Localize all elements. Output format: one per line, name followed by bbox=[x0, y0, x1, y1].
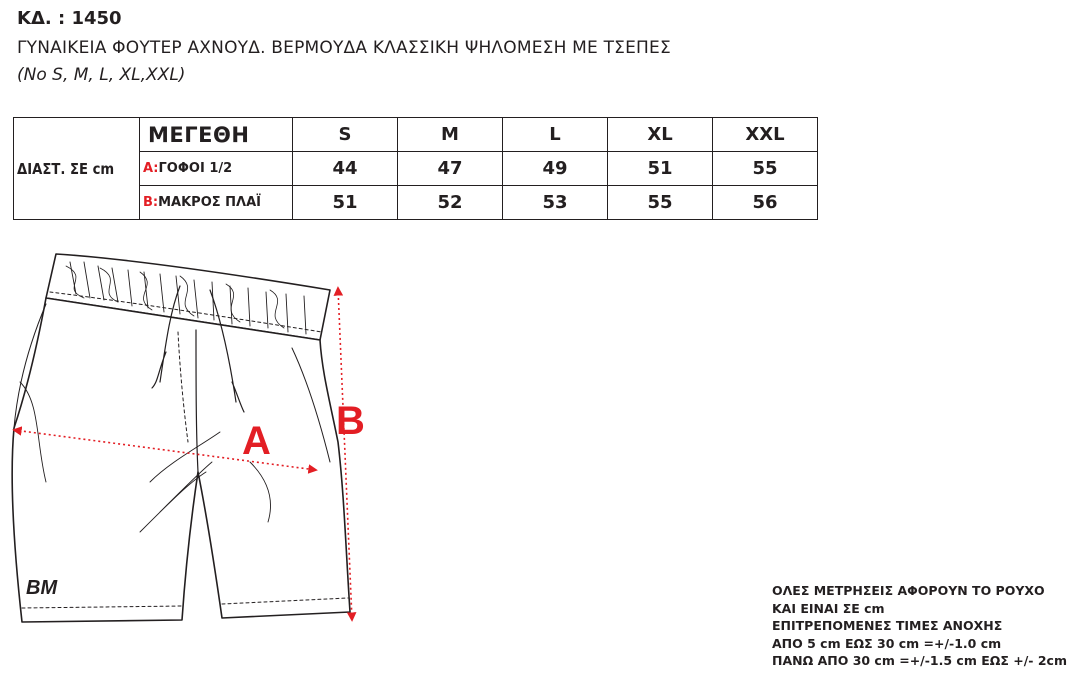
measure-key-b: B: bbox=[143, 195, 159, 210]
table-cell: 47 bbox=[398, 152, 503, 186]
product-code: ΚΔ. : 1450 bbox=[17, 8, 122, 29]
table-cell: 52 bbox=[398, 186, 503, 220]
measure-label-a bbox=[140, 152, 293, 186]
shorts-technical-drawing bbox=[0, 232, 420, 684]
tolerance-notes bbox=[772, 582, 1067, 670]
table-cell: 55 bbox=[608, 186, 713, 220]
measurement-a-label: A bbox=[242, 419, 271, 463]
measure-label-b bbox=[140, 186, 293, 220]
table-cell: 49 bbox=[503, 152, 608, 186]
note-line: ΑΠΟ 5 cm ΕΩΣ 30 cm =+/-1.0 cm bbox=[772, 635, 1002, 651]
note-line: ΠΑΝΩ ΑΠΟ 30 cm =+/-1.5 cm ΕΩΣ +/- 2cm bbox=[772, 653, 1067, 668]
shorts-outline bbox=[12, 254, 350, 622]
size-header: XL bbox=[608, 118, 713, 152]
table-cell: 51 bbox=[293, 186, 398, 220]
table-cell: 53 bbox=[503, 186, 608, 220]
table-cell: 56 bbox=[713, 186, 818, 220]
row-header-cell bbox=[14, 118, 140, 220]
measurement-b-label: B bbox=[336, 399, 365, 443]
sizes-note: (No S, M, L, XL,XXL) bbox=[17, 65, 186, 85]
size-chart-table bbox=[13, 117, 818, 220]
size-header: L bbox=[503, 118, 608, 152]
size-header: M bbox=[398, 118, 503, 152]
size-header: S bbox=[293, 118, 398, 152]
table-cell: 55 bbox=[713, 152, 818, 186]
table-header-row bbox=[14, 118, 818, 152]
table-title: ΜΕΓΕΘΗ bbox=[140, 118, 293, 152]
note-line: ΚΑΙ ΕΙΝΑΙ ΣΕ cm bbox=[772, 600, 885, 616]
note-line: ΟΛΕΣ ΜΕΤΡΗΣΕΙΣ ΑΦΟΡΟΥΝ ΤΟ ΡΟΥΧΟ bbox=[772, 583, 1045, 598]
table-cell: 44 bbox=[293, 152, 398, 186]
measure-key-a: A: bbox=[143, 161, 159, 176]
table-cell: 51 bbox=[608, 152, 713, 186]
measure-name-a: ΓΟΦΟΙ 1/2 bbox=[158, 161, 233, 176]
brand-mark: BM bbox=[26, 577, 58, 599]
size-header: XXL bbox=[713, 118, 818, 152]
product-description: ΓΥΝΑΙΚΕΙΑ ΦΟΥΤΕΡ ΑΧΝΟΥΔ. ΒΕΡΜΟΥΔΑ ΚΛΑΣΣΙΚΗ ΨΗΛΟΜΕΣΗ ΜΕ ΤΣΕΠΕΣ bbox=[17, 38, 671, 58]
measure-name-b: ΜΑΚΡΟΣ ΠΛΑΪ bbox=[158, 195, 262, 210]
note-line: ΕΠΙΤΡΕΠΟΜΕΝΕΣ ΤΙΜΕΣ ΑΝΟΧΗΣ bbox=[772, 618, 1003, 633]
row-header-label: ΔΙΑΣΤ. ΣΕ cm bbox=[17, 159, 115, 178]
